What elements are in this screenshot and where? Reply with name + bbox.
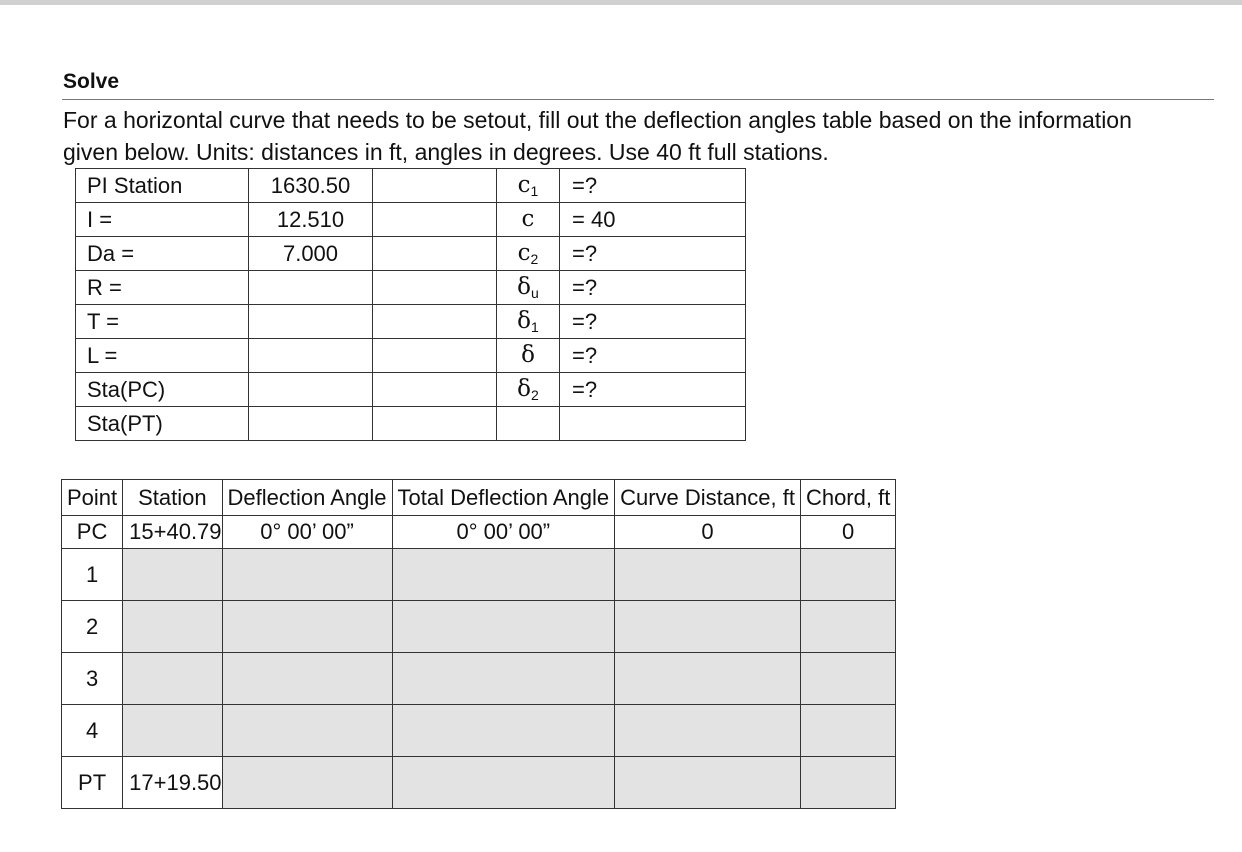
given-symbol-cell xyxy=(497,271,560,305)
given-row xyxy=(76,339,746,373)
given-blank-cell xyxy=(373,373,497,407)
table-row xyxy=(62,601,896,653)
given-symbol-cell xyxy=(497,305,560,339)
given-value: 1630.50 xyxy=(249,169,373,203)
given-symbol: c xyxy=(517,172,531,198)
deflection-angles-table xyxy=(61,479,896,809)
given-row xyxy=(76,169,746,203)
given-answer: =? xyxy=(560,237,746,271)
given-symbol-subscript: 2 xyxy=(531,387,539,403)
deflection-angle-cell[interactable] xyxy=(222,757,392,809)
given-data-table xyxy=(75,168,746,441)
total-deflection-cell[interactable] xyxy=(392,653,615,705)
deflection-angle-cell[interactable] xyxy=(222,653,392,705)
given-symbol: c xyxy=(517,240,531,266)
chord-cell[interactable] xyxy=(800,601,895,653)
top-border xyxy=(0,0,1242,5)
given-symbol-cell xyxy=(497,407,560,441)
given-symbol-subscript: u xyxy=(531,285,539,301)
heading-underline xyxy=(62,99,1214,100)
curve-distance-cell[interactable] xyxy=(615,549,801,601)
given-value: 7.000 xyxy=(249,237,373,271)
given-value xyxy=(249,407,373,441)
chord-cell[interactable] xyxy=(800,705,895,757)
given-symbol-cell xyxy=(497,237,560,271)
given-symbol-cell xyxy=(497,373,560,407)
given-row xyxy=(76,271,746,305)
station-cell[interactable] xyxy=(123,653,222,705)
header-total-deflection-angle: Total Deflection Angle xyxy=(392,480,615,516)
given-row xyxy=(76,305,746,339)
given-symbol: δ xyxy=(517,376,532,402)
given-row xyxy=(76,407,746,441)
given-answer xyxy=(560,407,746,441)
given-answer: =? xyxy=(560,305,746,339)
point-cell: 1 xyxy=(62,549,123,601)
given-answer: = 40 xyxy=(560,203,746,237)
header-curve-distance: Curve Distance, ft xyxy=(615,480,801,516)
given-label: R = xyxy=(76,271,249,305)
deflection-angle-cell[interactable] xyxy=(222,549,392,601)
given-row xyxy=(76,237,746,271)
total-deflection-cell[interactable] xyxy=(392,705,615,757)
deflection-angle-cell: 0° 00’ 00” xyxy=(222,516,392,549)
station-cell: 17+19.50 xyxy=(123,757,222,809)
station-cell: 15+40.79 xyxy=(123,516,222,549)
given-label: Da = xyxy=(76,237,249,271)
total-deflection-cell[interactable] xyxy=(392,757,615,809)
given-blank-cell xyxy=(373,339,497,373)
given-symbol: c xyxy=(521,206,535,232)
given-symbol-cell xyxy=(497,339,560,373)
chord-cell[interactable] xyxy=(800,653,895,705)
given-blank-cell xyxy=(373,305,497,339)
curve-distance-cell[interactable] xyxy=(615,601,801,653)
given-blank-cell xyxy=(373,237,497,271)
given-symbol: δ xyxy=(521,342,535,368)
point-cell: 2 xyxy=(62,601,123,653)
point-cell: 4 xyxy=(62,705,123,757)
station-cell[interactable] xyxy=(123,705,222,757)
given-answer: =? xyxy=(560,339,746,373)
header-deflection-angle: Deflection Angle xyxy=(222,480,392,516)
table-row xyxy=(62,757,896,809)
station-cell[interactable] xyxy=(123,549,222,601)
total-deflection-cell[interactable] xyxy=(392,601,615,653)
header-chord: Chord, ft xyxy=(800,480,895,516)
given-label: L = xyxy=(76,339,249,373)
station-cell[interactable] xyxy=(123,601,222,653)
given-blank-cell xyxy=(373,271,497,305)
curve-distance-cell[interactable] xyxy=(615,757,801,809)
point-cell: 3 xyxy=(62,653,123,705)
header-station: Station xyxy=(123,480,222,516)
total-deflection-cell: 0° 00’ 00” xyxy=(392,516,615,549)
given-value xyxy=(249,373,373,407)
given-answer: =? xyxy=(560,169,746,203)
instructions-paragraph: For a horizontal curve that needs to be setout, fill out the deflection angles table based on the information given below. Units: distances in ft, angles in degrees. Use 40 ft full stations. xyxy=(63,107,1132,165)
deflection-header-row xyxy=(62,480,896,516)
total-deflection-cell[interactable] xyxy=(392,549,615,601)
given-value xyxy=(249,339,373,373)
given-value: 12.510 xyxy=(249,203,373,237)
given-answer: =? xyxy=(560,373,746,407)
given-blank-cell xyxy=(373,203,497,237)
given-symbol-subscript: 1 xyxy=(530,183,539,199)
table-row xyxy=(62,516,896,549)
given-label: T = xyxy=(76,305,249,339)
curve-distance-cell: 0 xyxy=(615,516,801,549)
given-row xyxy=(76,373,746,407)
given-answer: =? xyxy=(560,271,746,305)
given-symbol-cell xyxy=(497,169,560,203)
chord-cell[interactable] xyxy=(800,549,895,601)
curve-distance-cell[interactable] xyxy=(615,705,801,757)
given-symbol-cell xyxy=(497,203,560,237)
table-row xyxy=(62,705,896,757)
curve-distance-cell[interactable] xyxy=(615,653,801,705)
chord-cell: 0 xyxy=(800,516,895,549)
given-symbol: δ xyxy=(517,308,532,334)
given-label: I = xyxy=(76,203,249,237)
deflection-angle-cell[interactable] xyxy=(222,705,392,757)
given-label: PI Station xyxy=(76,169,249,203)
deflection-angle-cell[interactable] xyxy=(222,601,392,653)
given-symbol-subscript: 1 xyxy=(531,319,539,335)
table-row xyxy=(62,653,896,705)
chord-cell[interactable] xyxy=(800,757,895,809)
given-blank-cell xyxy=(373,407,497,441)
given-label: Sta(PT) xyxy=(76,407,249,441)
given-symbol: δ xyxy=(517,274,532,300)
header-point: Point xyxy=(62,480,123,516)
given-row xyxy=(76,203,746,237)
given-symbol-subscript: 2 xyxy=(530,251,539,267)
given-label: Sta(PC) xyxy=(76,373,249,407)
given-blank-cell xyxy=(373,169,497,203)
given-value xyxy=(249,271,373,305)
point-cell: PT xyxy=(62,757,123,809)
table-row xyxy=(62,549,896,601)
point-cell: PC xyxy=(62,516,123,549)
given-value xyxy=(249,305,373,339)
section-heading: Solve xyxy=(63,70,120,93)
